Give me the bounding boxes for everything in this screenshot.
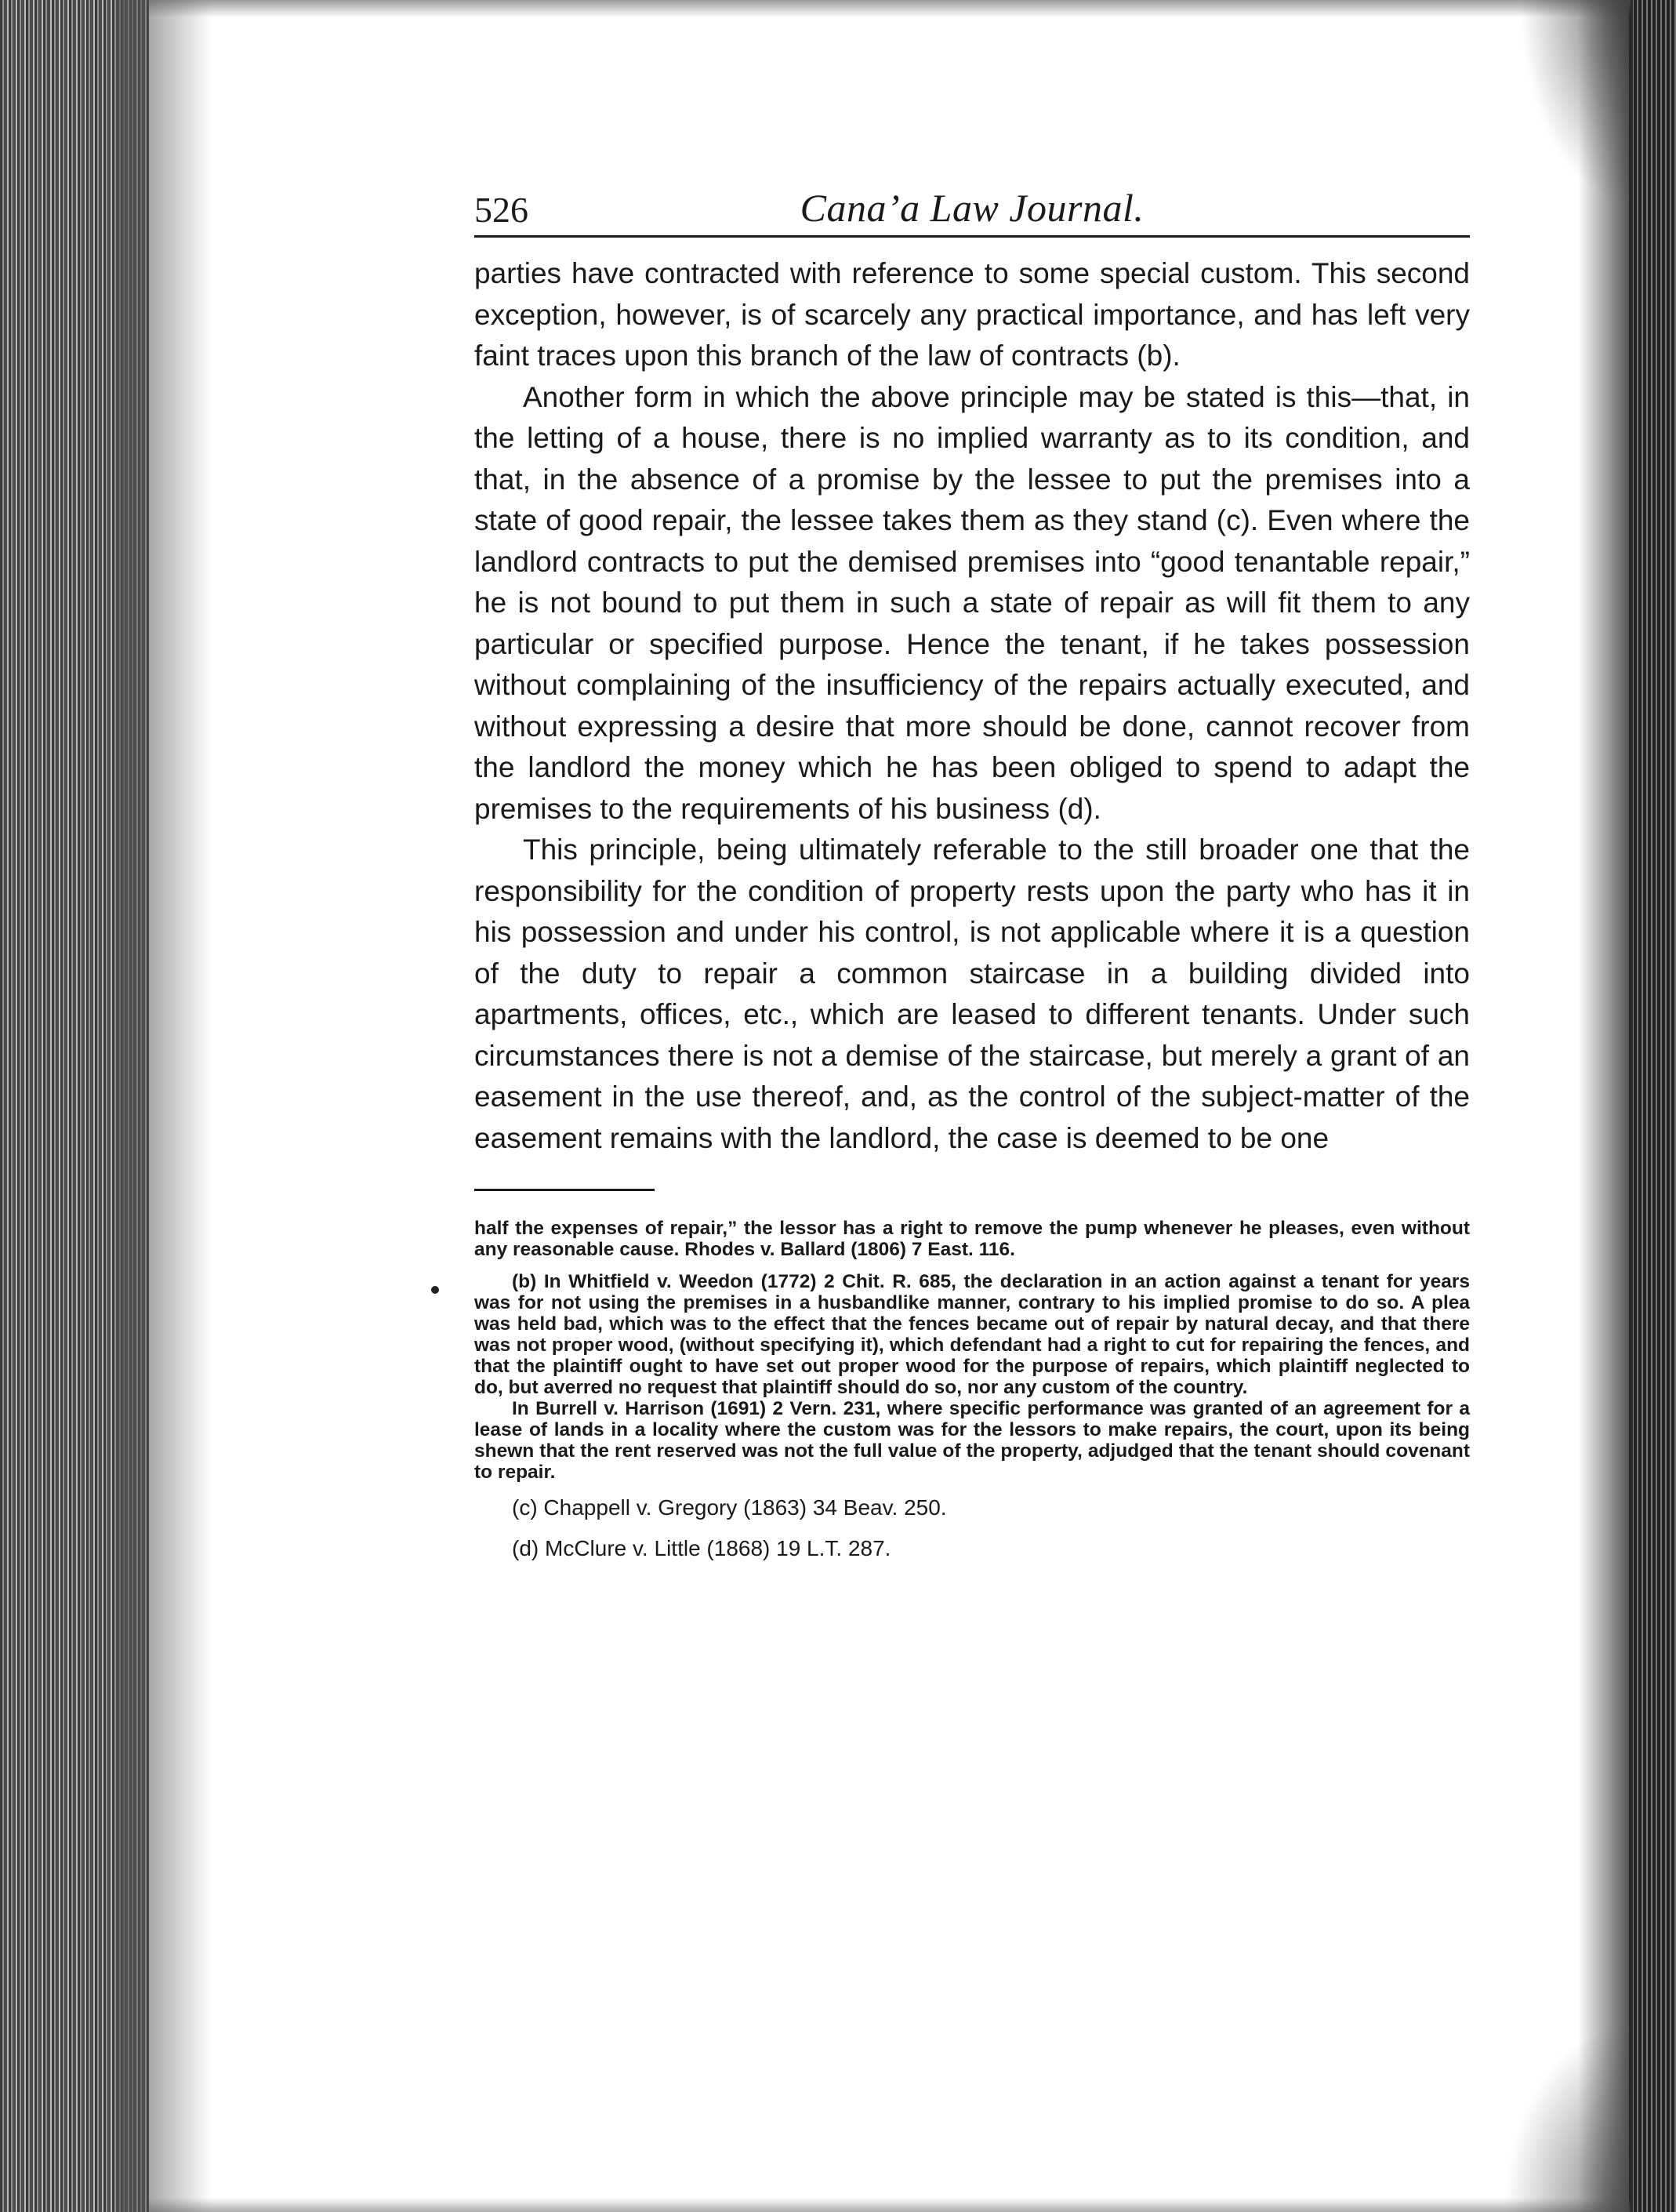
footnote-separator <box>474 1189 655 1191</box>
ink-speck <box>431 1286 439 1294</box>
main-text <box>474 253 1470 1159</box>
paragraph-common-staircase: This principle, being ultimately referable to the still broader one that the responsibility for the condition of property rests upon the party who has it in his possession and under his control, is not applicable where it is a question of the duty to repair a common staircase in a building divided into apartments, offices, etc., which are leased to different tenants. Under such circumstances there is not a demise of the staircase, but merely a grant of an easement in the use thereof, and, as the control of the subject-matter of the easement remains with the landlord, the case is deemed to be one <box>474 834 1470 1154</box>
page-corner-shadow-top-right <box>1519 0 1629 204</box>
footnote-d: (d) McClure v. Little (1868) 19 L.T. 287. <box>512 1536 891 1560</box>
footnote-continuation: half the expenses of repair,” the lessor has a right to remove the pump whenever he pleases, even without any reasonable cause. Rhodes v. Ballard (1806) 7 East. 116. <box>474 1218 1470 1260</box>
running-title: Cana’a Law Journal. <box>800 186 1145 230</box>
page-header <box>474 180 1470 238</box>
footnote-c: (c) Chappell v. Gregory (1863) 34 Beav. 250. <box>512 1495 947 1520</box>
binding-shadow-left <box>118 0 212 2212</box>
binding-shadow-right <box>1578 0 1633 2212</box>
paragraph-continuation: parties have contracted with reference to some special custom. This second exception, however, is of scarcely any practical importance, and has left very faint traces upon this branch of the law of contracts (b). <box>474 257 1470 372</box>
footnotes <box>474 1218 1470 1564</box>
journal-page <box>474 180 1470 1564</box>
book-binding-right <box>1629 0 1676 2212</box>
page-number: 526 <box>474 190 528 230</box>
footnote-b: (b) In Whitfield v. Weedon (1772) 2 Chit. R. 685, the declaration in an action against a tenant for years was for not using the premises in a husbandlike manner, contrary to his implied promise to do so. A plea was held bad, which was to the effect that the fences became out of repair by natural decay, and that there was not proper wood, (without specifying it), which defendant had a right to cut for repairing the fences, and that the plaintiff ought to have set out proper wood for the purpose of repairs, which plaintiff neglected to do, but averred no request that plaintiff should do so, nor any custom of the country. <box>474 1271 1470 1398</box>
paragraph-implied-warranty: Another form in which the above principle may be stated is this—that, in the letting of a house, there is no implied warranty as to its condition, and that, in the absence of a promise by the lessee to put the premises into a state of good repair, the lessee takes them as they stand (c). Even where the landlord contracts to put the demised premises into “good tenantable repair,” he is not bound to put them in such a state of repair as will fit them to any particular or specified purpose. Hence the tenant, if he takes possession without complaining of the insufficiency of the repairs actually executed, and without expressing a desire that more should be done, cannot recover from the landlord the money which he has been obliged to spend to adapt the premises to the requirements of his business (d). <box>474 380 1470 825</box>
page-bottom-edge <box>149 2198 1631 2212</box>
page-top-edge <box>149 0 1631 17</box>
footnote-b-continued: In Burrell v. Harrison (1691) 2 Vern. 231, where specific performance was granted of an agreement for a lease of lands in a locality where the custom was for the lessors to make repairs, the court, upon its being shewn that the rent reserved was not the full value of the property, adjudged that the tenant should covenant to repair. <box>474 1398 1470 1483</box>
page-corner-shadow-bottom-right <box>1504 2024 1629 2212</box>
